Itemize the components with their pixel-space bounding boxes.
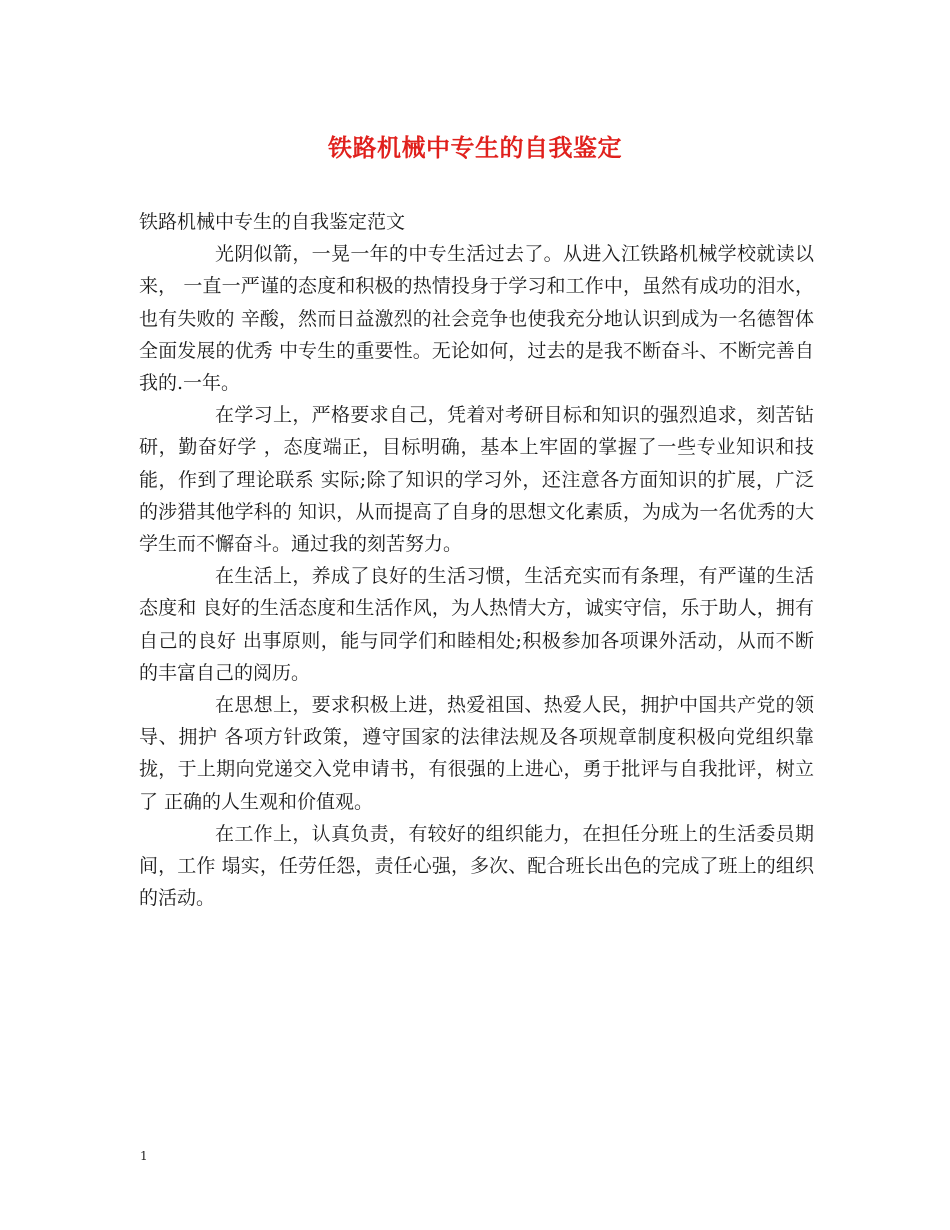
paragraph-work: 在工作上，认真负责，有较好的组织能力，在担任分班上的生活委员期间，工作 塌实，任劳任怨，责任心强，多次、配合班长出色的完成了班上的组织的活动。 xyxy=(139,822,814,910)
paragraph-life: 在生活上，养成了良好的生活习惯，生活充实而有条理，有严谨的生活态度和 良好的生活态度和生活作风，为人热情大方，诚实守信，乐于助人，拥有自己的良好 出事原则，能与同学们和睦相处;积极参加各项课外活动，从而不断的丰富自己的阅历。 xyxy=(139,565,814,684)
document-body xyxy=(139,206,814,914)
document-subtitle: 铁路机械中专生的自我鉴定范文 xyxy=(139,211,406,233)
page-number: 1 xyxy=(140,1149,148,1163)
document-title: 铁路机械中专生的自我鉴定 xyxy=(328,133,622,162)
paragraph-study: 在学习上，严格要求自己，凭着对考研目标和知识的强烈追求，刻苦钻研，勤奋好学 ，态度端正，目标明确，基本上牢固的掌握了一些专业知识和技能，作到了理论联系 实际;除了知识的学习外，还注意各方面知识的扩展，广泛的涉猎其他学科的 知识，从而提高了自身的思想文化素质，为成为一名优秀的大学生而不懈奋斗。通过我的刻苦努力。 xyxy=(139,404,814,556)
paragraph-thought: 在思想上，要求积极上进，热爱祖国、热爱人民，拥护中国共产党的领导、拥护 各项方针政策，遵守国家的法律法规及各项规章制度积极向党组织靠拢，于上期向党递交入党申请书，有很强的上进心，勇于批评与自我批评，树立了 正确的人生观和价值观。 xyxy=(139,694,814,813)
paragraph-intro: 光阴似箭，一晃一年的中专生活过去了。从进入江铁路机械学校就读以来， 一直一严谨的态度和积极的热情投身于学习和工作中，虽然有成功的泪水，也有失败的 辛酸，然而日益激烈的社会竞争也使我充分地认识到成为一名德智体全面发展的优秀 中专生的重要性。无论如何，过去的是我不断奋斗、不断完善自我的.一年。 xyxy=(139,243,814,395)
